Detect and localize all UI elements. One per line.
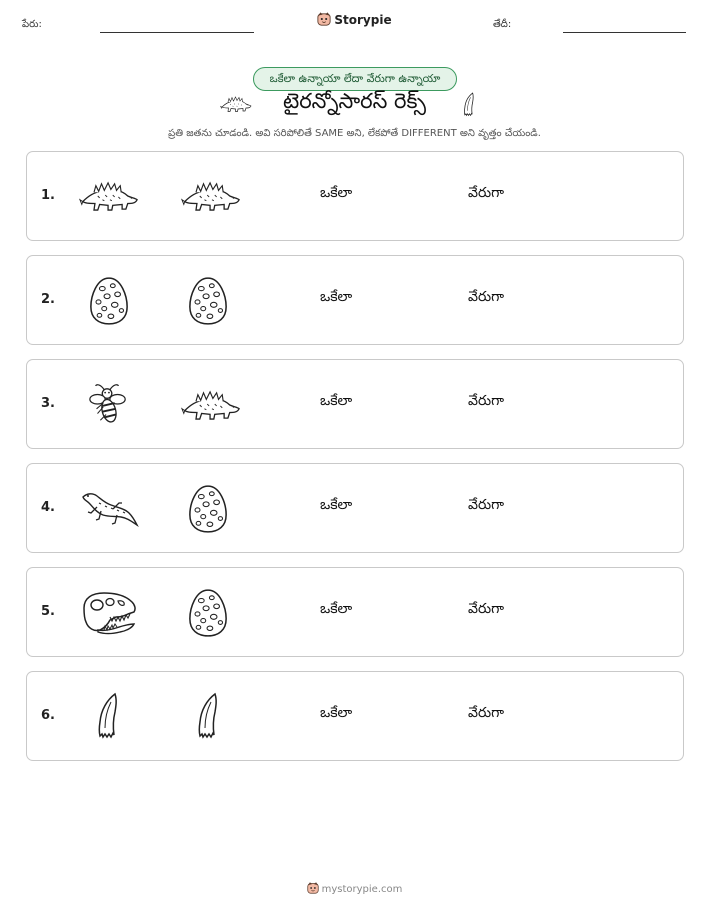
instructions: ప్రతి జతను చూడండి. అవి సరిపోలితే SAME అని, లేకపోతే DIFFERENT అని వృత్తం చేయండి. [168, 128, 541, 139]
name-line[interactable] [100, 32, 254, 33]
lizard-icon [79, 487, 139, 531]
egg-icon [187, 483, 229, 535]
footer-url[interactable]: mystorypie.com [321, 884, 403, 895]
egg-icon [187, 275, 229, 327]
question-number: 4. [41, 500, 55, 515]
question-row [26, 671, 684, 761]
date-label: తేదీ: [493, 19, 512, 30]
same-option[interactable]: ఒకేలా [320, 601, 353, 617]
question-row [26, 359, 684, 449]
claw-icon [93, 692, 123, 742]
topic-pill: ఒకేలా ఉన్నాయా లేదా వేరుగా ఉన్నాయా [253, 67, 457, 91]
question-row [26, 567, 684, 657]
storypie-logo-icon [317, 12, 331, 26]
different-option[interactable]: వేరుగా [468, 393, 504, 409]
same-option[interactable]: ఒకేలా [320, 185, 353, 201]
brand-name: Storypie [334, 13, 392, 27]
different-option[interactable]: వేరుగా [468, 601, 504, 617]
question-number: 1. [41, 188, 55, 203]
name-label: పేరు: [22, 19, 42, 30]
egg-icon [187, 587, 229, 639]
claw-icon [458, 92, 480, 118]
claw-icon [193, 692, 223, 742]
question-row [26, 151, 684, 241]
egg-icon [88, 275, 130, 327]
stegosaurus-icon [79, 178, 139, 214]
bee-icon [87, 381, 129, 429]
question-number: 2. [41, 292, 55, 307]
question-row [26, 255, 684, 345]
storypie-logo-icon [307, 882, 319, 894]
different-option[interactable]: వేరుగా [468, 497, 504, 513]
same-option[interactable]: ఒకేలా [320, 497, 353, 513]
same-option[interactable]: ఒకేలా [320, 289, 353, 305]
question-row [26, 463, 684, 553]
different-option[interactable]: వేరుగా [468, 185, 504, 201]
same-option[interactable]: ఒకేలా [320, 705, 353, 721]
stegosaurus-icon [181, 178, 241, 214]
question-number: 6. [41, 708, 55, 723]
different-option[interactable]: వేరుగా [468, 289, 504, 305]
same-option[interactable]: ఒకేలా [320, 393, 353, 409]
page-title: టైరన్నోసారస్ రెక్స్ [283, 89, 426, 113]
date-line[interactable] [563, 32, 686, 33]
question-number: 5. [41, 604, 55, 619]
trex-skull-icon [80, 590, 138, 636]
different-option[interactable]: వేరుగా [468, 705, 504, 721]
stegosaurus-icon [181, 387, 241, 423]
question-number: 3. [41, 396, 55, 411]
brand [0, 12, 709, 27]
footer [0, 882, 709, 895]
